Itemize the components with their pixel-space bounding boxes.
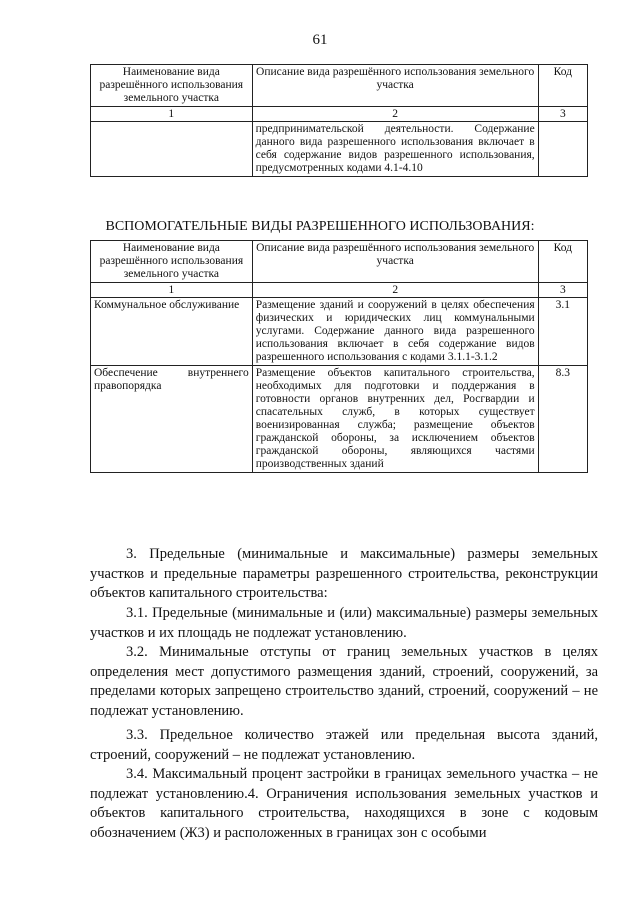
section-heading: ВСПОМОГАТЕЛЬНЫЕ ВИДЫ РАЗРЕШЕННОГО ИСПОЛЬЗОВАНИЯ:: [105, 219, 535, 234]
table-header-row: [91, 241, 588, 283]
use-code: 8.3: [538, 366, 587, 473]
use-code: [538, 122, 587, 177]
paragraph-3-4: 3.4. Максимальный процент застройки в границах земельного участка – не подлежат установлению.4. Ограничения использования земельных участков и объектов капитального строительства, находящихся в зоне с кодовым обозначением (Ж3) и расположенных в границах зон с особыми: [90, 766, 598, 841]
paragraph-3: 3. Предельные (минимальные и максимальные) размеры земельных участков и предельные параметры разрешенного строительства, реконструкции объектов капитального строительства:: [90, 546, 598, 601]
permitted-use-table-main: [90, 64, 588, 177]
auxiliary-use-table: [90, 240, 588, 473]
header-code: Код: [538, 241, 587, 283]
col-number: 2: [252, 283, 538, 298]
header-description: Описание вида разрешённого использования земельного участка: [252, 241, 538, 283]
use-name: Коммунальное обслуживание: [91, 298, 253, 366]
col-number: 1: [91, 107, 253, 122]
col-number: 3: [538, 107, 587, 122]
header-name: Наименование вида разрешённого использования земельного участка: [91, 65, 253, 107]
header-name: Наименование вида разрешённого использования земельного участка: [91, 241, 253, 283]
use-description: Размещение объектов капитального строительства, необходимых для подготовки и поддержания в готовности органов внутренних дел, Росгвардии и спасательных служб, в которых существует военизированная служба; размещение объектов гражданской обороны, за исключением объектов гражданской обороны, являющихся частями производственных зданий: [252, 366, 538, 473]
header-description: Описание вида разрешённого использования земельного участка: [252, 65, 538, 107]
page-number: 61: [312, 32, 328, 48]
col-number: 2: [252, 107, 538, 122]
table-row: [91, 122, 588, 177]
paragraph-3-2: 3.2. Минимальные отступы от границ земельных участков в целях определения мест допустимого размещения зданий, строений, сооружений, за пределами которых запрещено строительство зданий, строений, сооружений – не подлежат установлению.: [90, 644, 598, 719]
table-header-row: [91, 65, 588, 107]
paragraph-3-3: 3.3. Предельное количество этажей или предельная высота зданий, строений, сооружений – не подлежат установлению.: [90, 727, 598, 763]
col-number: 1: [91, 283, 253, 298]
col-number: 3: [538, 283, 587, 298]
column-number-row: [91, 283, 588, 298]
paragraph-3-1: 3.1. Предельные (минимальные и (или) максимальные) размеры земельных участков и их площадь не подлежат установлению.: [90, 605, 598, 641]
use-code: 3.1: [538, 298, 587, 366]
use-name: [91, 122, 253, 177]
use-description: предпринимательской деятельности. Содержание данного вида разрешенного использования включает в себя содержание видов разрешенного использования, предусмотренных кодами 4.1-4.10: [252, 122, 538, 177]
column-number-row: [91, 107, 588, 122]
table-row: [91, 298, 588, 366]
header-code: Код: [538, 65, 587, 107]
table-row: [91, 366, 588, 473]
use-name: Обеспечение внутреннего правопорядка: [91, 366, 253, 473]
use-description: Размещение зданий и сооружений в целях обеспечения физических и юридических лиц коммунальными услугами. Содержание данного вида разрешенного использования включает в себя содержание видов разрешенного использования с кодами 3.1.1-3.1.2: [252, 298, 538, 366]
